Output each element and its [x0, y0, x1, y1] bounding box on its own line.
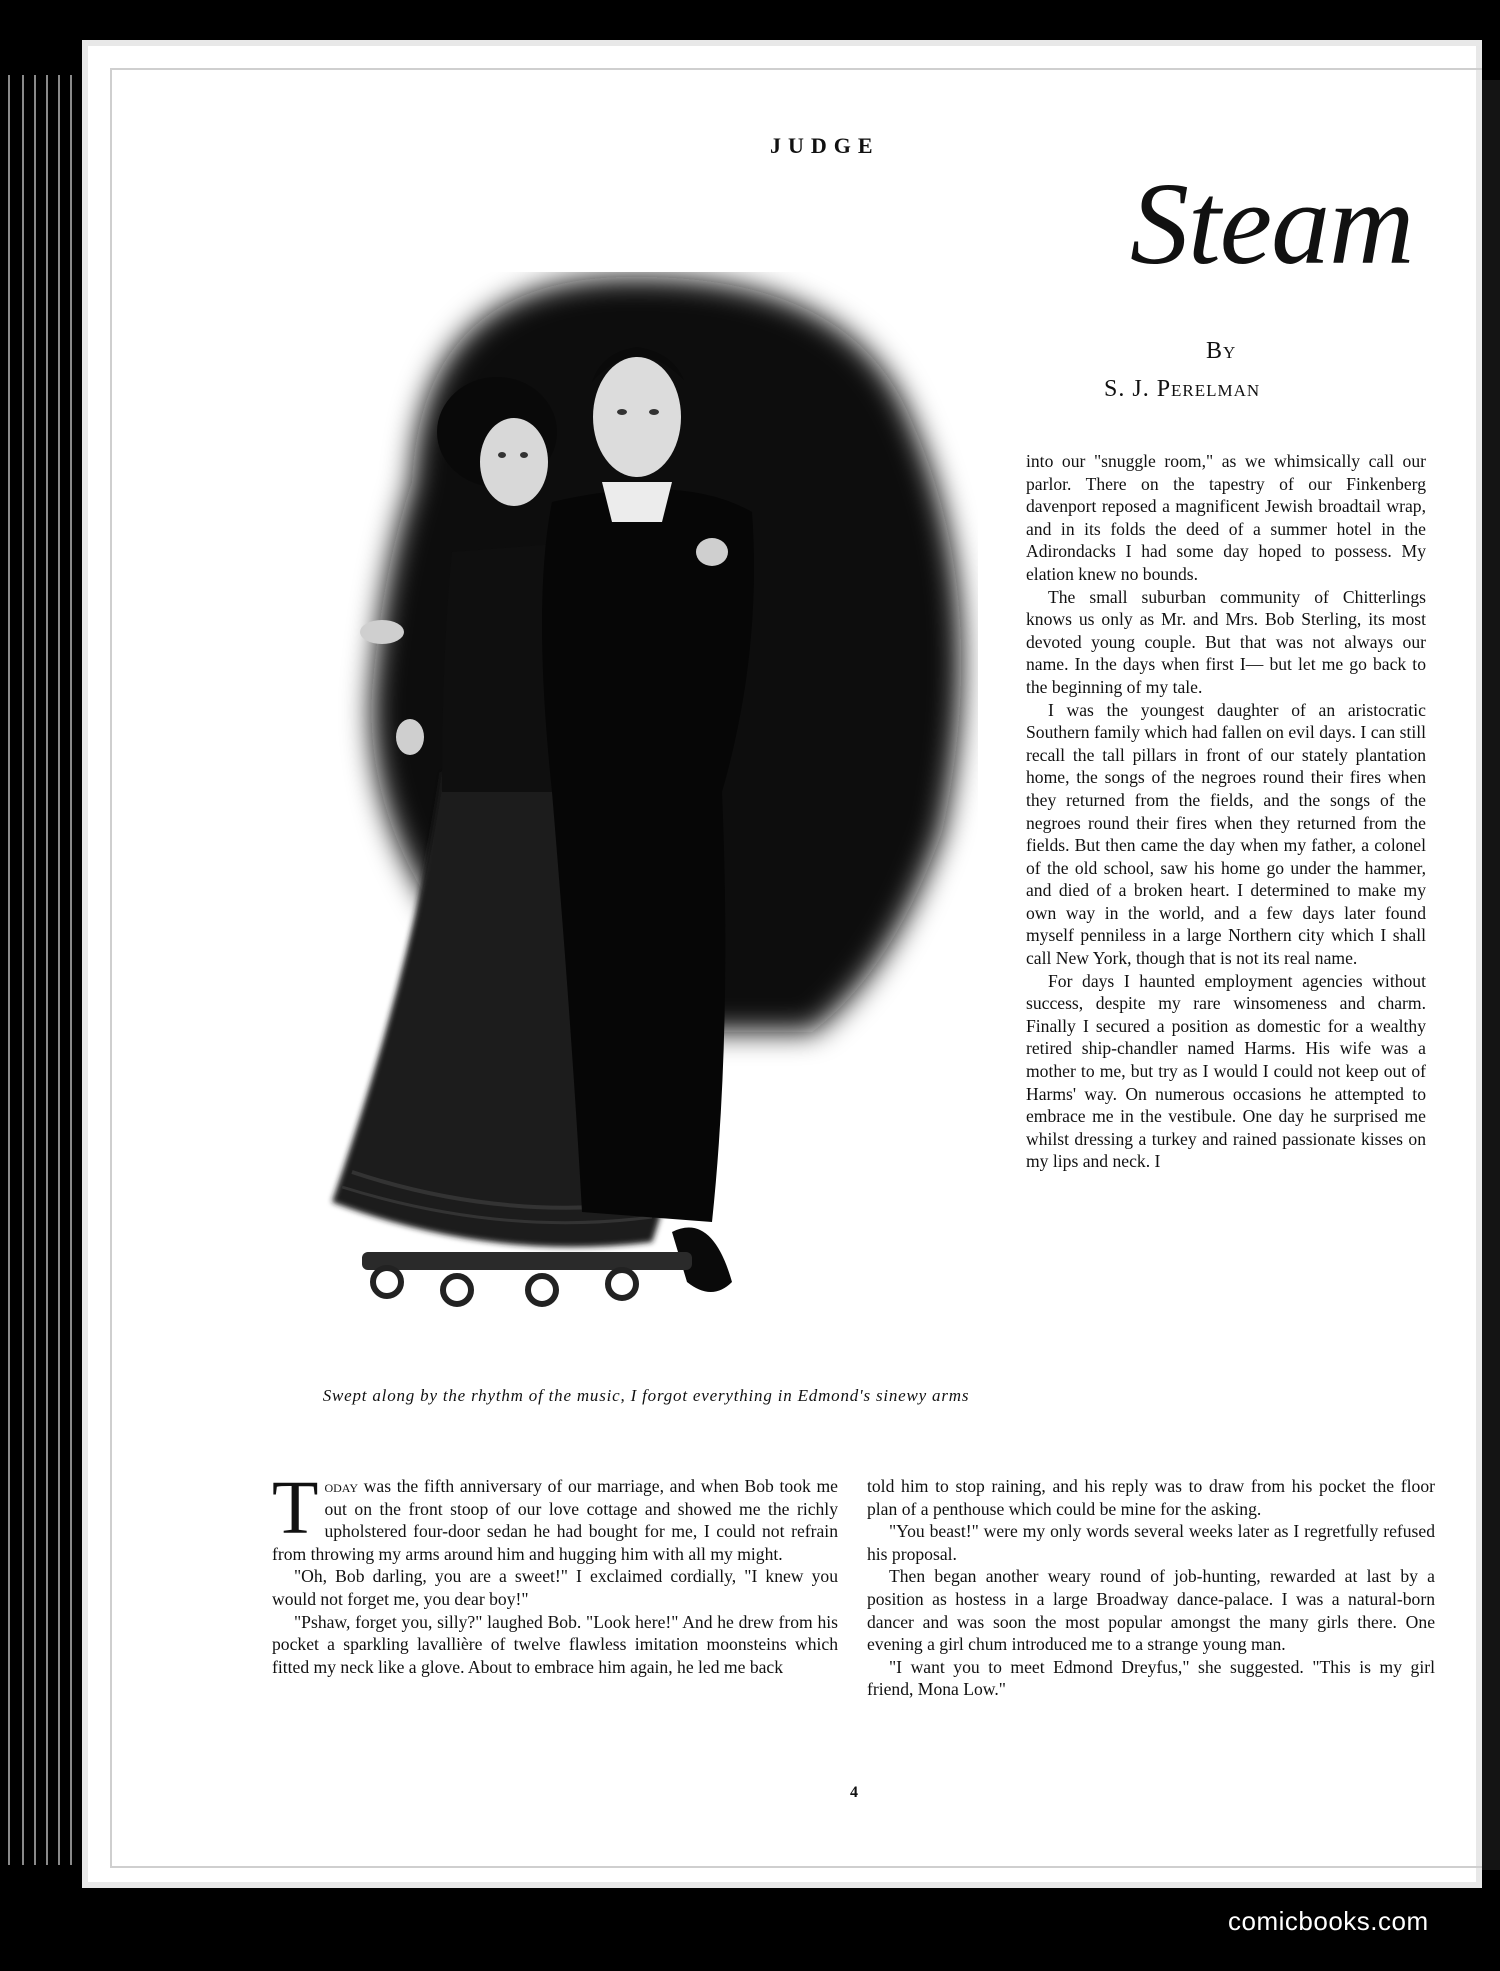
- paragraph: "Oh, Bob darling, you are a sweet!" I exclaimed cordially, "I knew you would not forget me, you dear boy!": [272, 1566, 838, 1609]
- text-column-right-top: [1026, 450, 1426, 1173]
- opening-paragraph: [272, 1466, 838, 1565]
- paragraph: "Pshaw, forget you, silly?" laughed Bob. "Look here!" And he drew from his pocket a sparkling lavallière of twelve flawless imitation moonsteins which fitted my neck like a glove. About to embrace him again, he led me back: [272, 1611, 838, 1677]
- couple-skating-photo: [292, 272, 978, 1332]
- running-head: JUDGE: [770, 133, 880, 158]
- opening-text: was the fifth anniversary of our marriage, and when Bob took me out on the front stoop of our love cottage and showed me the richly upholstered four-door sedan he had bought for me, I could not refrain from throwing my arms around him and hugging him with all my might.: [272, 1476, 838, 1564]
- paragraph: Then began another weary round of job-hunting, rewarded at last by a position as hostess in a large Broadway dance-palace. I was a natural-born dancer and was soon the most popular amongst the many girls there. One evening a girl chum introduced me to a strange young man.: [867, 1566, 1435, 1655]
- paragraph: "I want you to meet Edmond Dreyfus," she suggested. "This is my girl friend, Mona Low.": [867, 1656, 1435, 1700]
- byline-by: By: [1206, 338, 1237, 364]
- text-column-right-bottom: [867, 1475, 1435, 1701]
- photo-caption: Swept along by the rhythm of the music, I forgot everything in Edmond's sinewy arms: [322, 1386, 970, 1405]
- paragraph: told him to stop raining, and his reply was to draw from his pocket the floor plan of a penthouse which could be mine for the asking.: [867, 1476, 1435, 1519]
- site-watermark: comicbooks.com: [1228, 1906, 1429, 1936]
- page-number: 4: [850, 1784, 858, 1801]
- text-column-left-bottom: [272, 1466, 838, 1678]
- byline-author: S. J. Perelman: [1104, 376, 1261, 402]
- paragraph: The small suburban community of Chitterlings knows us only as Mr. and Mrs. Bob Sterling, its most devoted young couple. But that was not always our name. In the days when first I— but let me go back to the beginning of my tale.: [1026, 586, 1426, 697]
- drop-cap: T: [272, 1466, 319, 1550]
- paragraph: into our "snuggle room," as we whimsically call our parlor. There on the tapestry of our Finkenberg davenport reposed a magnificent Jewish broadtail wrap, and in its folds the deed of a summer hotel in the Adirondacks I had some day hoped to possess. My elation knew no bounds.: [1026, 451, 1426, 584]
- paragraph: For days I haunted employment agencies without success, despite my rare winsomeness and charm. Finally I secured a position as domestic for a wealthy retired ship-chandler named Harms. His wife was a mother to me, but try as I would I could not keep out of Harms' way. On numerous occasions he attempted to embrace me in the vestibule. One day he surprised me whilst dressing a turkey and rained passionate kisses on my lips and neck. I: [1026, 970, 1426, 1172]
- article-title: Steam: [1130, 158, 1414, 289]
- first-word-rest: oday: [324, 1476, 358, 1496]
- paragraph: "You beast!" were my only words several weeks later as I regretfully refused his proposal.: [867, 1521, 1435, 1564]
- paragraph: I was the youngest daughter of an aristocratic Southern family which had fallen on evil days. I can still recall the tall pillars in front of our stately plantation home, the songs of the negroes round their fires when they returned from the fields, and the songs of the negroes round their fires when they returned from the fields. But then came the day when my father, a colonel of the old school, saw his home go under the hammer, and died of a broken heart. I determined to make my own way in the world, and a few days later found myself penniless in a large Northern city which I shall call New York, though that is not its real name.: [1026, 699, 1426, 969]
